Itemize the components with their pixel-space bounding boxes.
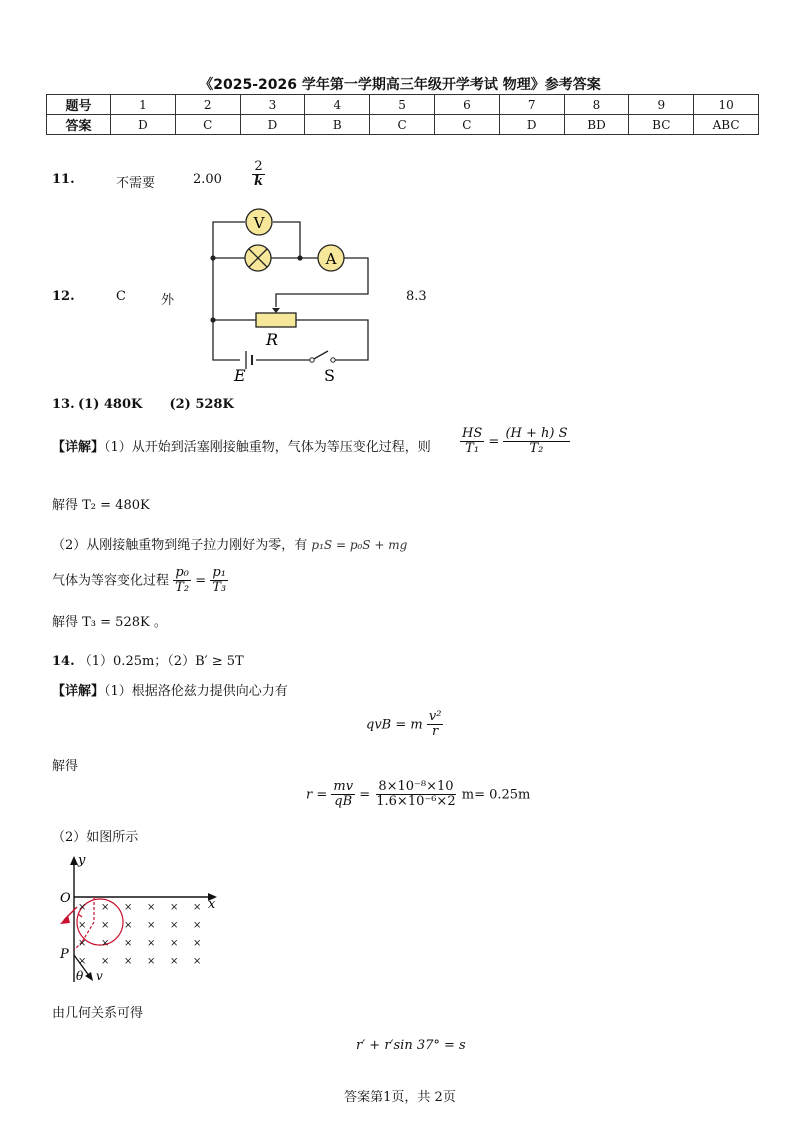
answer-cell: D — [240, 115, 305, 135]
detail-text: （1）从开始到活塞刚接触重物，气体为等压变化过程，则 — [104, 440, 431, 455]
page-footer: 答案第1页，共 2页 — [344, 1090, 456, 1105]
velocity-label: v — [96, 969, 103, 983]
eq-denominator: qB — [334, 794, 353, 810]
rheostat-icon — [256, 313, 296, 327]
origin-label: O — [60, 891, 71, 906]
field-mark: × — [78, 938, 87, 949]
question-number-cell: 10 — [694, 95, 759, 115]
answer-cell: D — [111, 115, 176, 135]
field-mark: × — [193, 920, 202, 931]
answer-cell: C — [370, 115, 435, 135]
eq-numerator: p₁ — [212, 565, 226, 580]
solve-label: 解得 — [52, 759, 79, 774]
voltmeter-label: V — [253, 214, 265, 232]
field-mark: × — [193, 902, 202, 913]
point-p-label: P — [60, 947, 69, 962]
question-number-cell: 7 — [499, 95, 564, 115]
y-axis-label: y — [78, 853, 86, 868]
field-marks — [78, 902, 201, 967]
battery-label: E — [234, 366, 246, 385]
field-mark: × — [147, 920, 156, 931]
question-number: 14. — [52, 654, 75, 669]
answer-text: 8.3 — [406, 289, 427, 304]
detail-text: 气体为等容变化过程 — [52, 573, 170, 589]
table-row — [47, 95, 759, 115]
eq-result: m= 0.25m — [461, 787, 531, 803]
ammeter-label: A — [325, 250, 337, 268]
eq-lhs: qvB = m — [366, 717, 423, 733]
field-mark: × — [170, 956, 179, 967]
eq-numerator: HS — [462, 426, 483, 441]
switch-label: S — [324, 366, 335, 385]
answer-cell: BC — [629, 115, 694, 135]
field-mark: × — [78, 956, 87, 967]
eq-denominator: T₂ — [529, 441, 544, 457]
answer-cell: D — [499, 115, 564, 135]
field-mark: × — [78, 920, 87, 931]
field-mark: × — [101, 920, 110, 931]
equation: $\frac{HS}{\text{T₁}}$ = $\frac{(H + h) S}{\text{T₂}}$ — [462, 426, 568, 457]
field-mark: × — [101, 938, 110, 949]
eq-denominator: r — [432, 724, 439, 740]
equation: p₁S = p₀S + mg — [311, 538, 408, 552]
rheostat-label: R — [266, 330, 279, 349]
eq-numerator: 8×10⁻⁸×10 — [378, 779, 454, 794]
eq-numerator: mv — [333, 779, 354, 794]
field-mark: × — [124, 902, 133, 913]
question-line — [52, 650, 244, 669]
detail-label: 【详解】 — [52, 684, 105, 699]
question-number-cell: 9 — [629, 95, 694, 115]
row-label: 题号 — [47, 95, 111, 115]
eq-denominator: T₁ — [465, 441, 480, 457]
answer-text: 2.00 — [193, 172, 222, 187]
detail-line — [52, 534, 407, 553]
fraction-denominator: k — [254, 174, 264, 190]
answer-text: (1) 480K (2) 528K — [78, 397, 234, 412]
field-mark: × — [170, 938, 179, 949]
eq-numerator: (H + h) S — [505, 426, 568, 441]
question-number-cell: 5 — [370, 95, 435, 115]
question-number-cell: 2 — [175, 95, 240, 115]
field-mark: × — [170, 902, 179, 913]
question-number-cell: 1 — [111, 95, 176, 115]
question-number: 11. — [52, 172, 75, 187]
answer-cell: ABC — [694, 115, 759, 135]
field-mark: × — [101, 902, 110, 913]
magnetic-field-figure — [52, 852, 222, 987]
answer-cell: B — [305, 115, 370, 135]
row-label: 答案 — [47, 115, 111, 135]
detail-line — [52, 680, 288, 699]
field-mark: × — [193, 938, 202, 949]
answer-cell: BD — [564, 115, 629, 135]
field-mark: × — [124, 956, 133, 967]
field-mark: × — [78, 902, 87, 913]
field-mark: × — [193, 956, 202, 967]
circuit-diagram — [200, 205, 380, 385]
eq-denominator: T₃ — [212, 580, 227, 596]
eq-denominator: T₂ — [175, 580, 190, 596]
eq-numerator: v² — [428, 709, 442, 724]
answer-cell: C — [175, 115, 240, 135]
answer-text: 不需要 — [116, 176, 156, 191]
field-mark: × — [101, 956, 110, 967]
x-axis-label: x — [208, 897, 216, 912]
detail-line — [52, 436, 431, 455]
theta-label: θ — [76, 969, 84, 983]
detail-text: 由几何关系可得 — [52, 1006, 144, 1021]
question-number: 12. — [52, 289, 75, 304]
detail-text: （2）从刚接触重物到绳子拉力刚好为零，有 — [52, 538, 308, 553]
answer-text: C — [116, 289, 126, 304]
solve-line: 解得 T₃ = 528K 。 — [52, 615, 167, 630]
solve-line: 解得 T₂ = 480K — [52, 498, 150, 513]
field-mark: × — [147, 902, 156, 913]
field-mark: × — [124, 920, 133, 931]
equation: r′ + r′sin 37° = s — [356, 1038, 466, 1053]
question-number: 13. — [52, 397, 75, 412]
answer-cell: C — [434, 115, 499, 135]
table-row — [47, 115, 759, 135]
field-mark: × — [147, 956, 156, 967]
question-number-cell: 8 — [564, 95, 629, 115]
question-number-cell: 6 — [434, 95, 499, 115]
equation — [366, 710, 443, 740]
field-mark: × — [124, 938, 133, 949]
eq-denominator: 1.6×10⁻⁶×2 — [376, 794, 456, 810]
field-mark: × — [170, 920, 179, 931]
detail-text: （1）根据洛伦兹力提供向心力有 — [104, 684, 288, 699]
field-mark: × — [147, 938, 156, 949]
page-title: 《2025-2026 学年第一学期高三年级开学考试 物理》参考答案 — [199, 77, 601, 93]
answer-text: （1）0.25m；（2）B′ ≥ 5T — [78, 654, 244, 669]
fraction-numerator: 2 — [254, 159, 263, 174]
eq-numerator: p₀ — [175, 565, 189, 580]
fraction — [252, 160, 265, 190]
equation: r = $\frac{mv}{qB}$ = $\frac{\text{8×10⁻⁸×10}}{\text{1.6×10⁻⁶×2}}$ m= 0.25m — [306, 779, 531, 810]
question-number-cell: 3 — [240, 95, 305, 115]
detail-text: （2）如图所示 — [52, 830, 139, 845]
detail-label: 【详解】 — [52, 440, 105, 455]
eq-lhs: r = — [306, 787, 328, 803]
answer-text: 外 — [161, 293, 175, 308]
answer-table — [46, 94, 759, 135]
detail-line: 气体为等容变化过程 $\frac{\text{p₀}}{\text{T₂}}$ = $\frac{\text{p₁}}{\text{T₃}}$ — [52, 565, 227, 596]
question-number-cell: 4 — [305, 95, 370, 115]
